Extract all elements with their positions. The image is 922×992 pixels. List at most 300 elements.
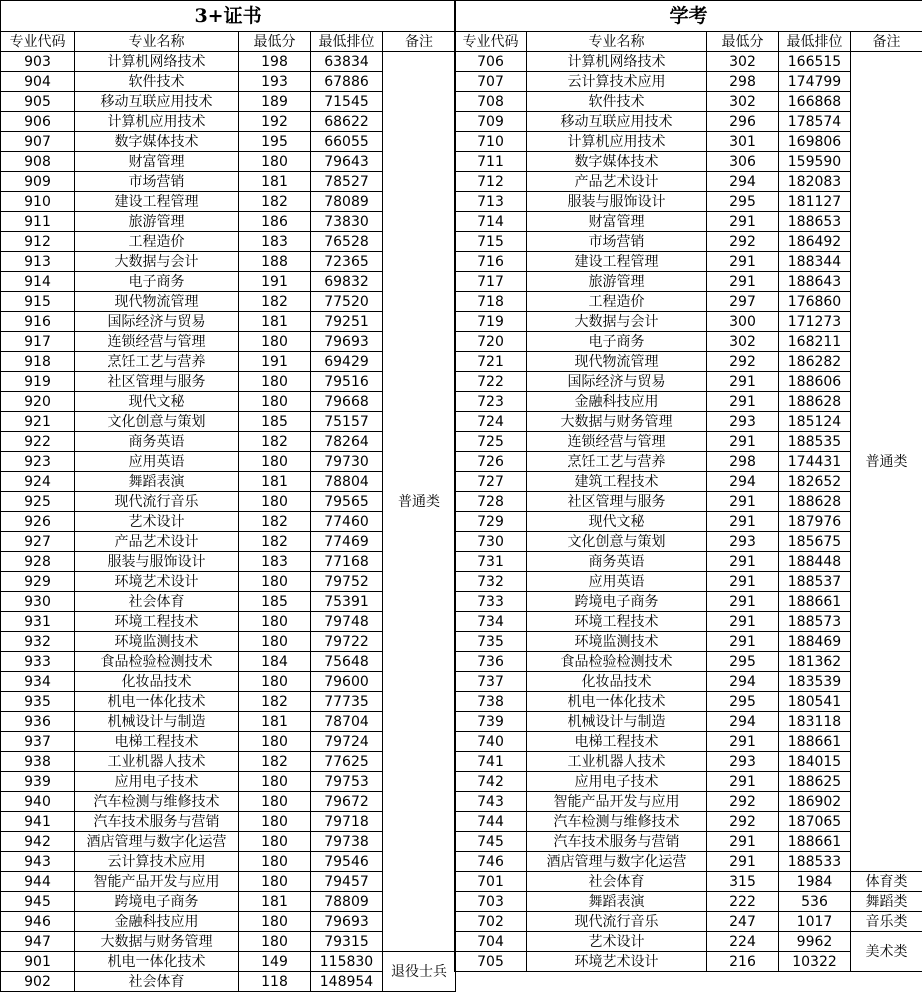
min-rank: 75391 (311, 592, 383, 612)
major-name: 舞蹈表演 (75, 472, 239, 492)
min-score: 293 (707, 412, 779, 432)
min-score: 291 (707, 432, 779, 452)
min-score: 291 (707, 592, 779, 612)
major-name: 文化创意与策划 (527, 532, 707, 552)
major-name: 环境工程技术 (527, 612, 707, 632)
column-header-min-rank: 最低排位 (311, 32, 383, 52)
major-code: 734 (455, 612, 527, 632)
major-code: 921 (1, 412, 75, 432)
major-code: 721 (455, 352, 527, 372)
min-rank: 181127 (779, 192, 851, 212)
min-score: 180 (239, 832, 311, 852)
min-score: 180 (239, 492, 311, 512)
min-rank: 182652 (779, 472, 851, 492)
min-rank: 174799 (779, 72, 851, 92)
min-rank: 77469 (311, 532, 383, 552)
min-rank: 77735 (311, 692, 383, 712)
min-rank: 188661 (779, 732, 851, 752)
major-code: 729 (455, 512, 527, 532)
min-score: 295 (707, 192, 779, 212)
major-code: 713 (455, 192, 527, 212)
major-code: 946 (1, 912, 75, 932)
min-score: 191 (239, 272, 311, 292)
min-rank: 187065 (779, 812, 851, 832)
min-score: 292 (707, 352, 779, 372)
major-name: 软件技术 (75, 72, 239, 92)
min-score: 182 (239, 192, 311, 212)
major-code: 723 (455, 392, 527, 412)
min-score: 193 (239, 72, 311, 92)
note-cell: 普通类 (383, 52, 456, 952)
min-rank: 77520 (311, 292, 383, 312)
major-code: 710 (455, 132, 527, 152)
min-score: 291 (707, 272, 779, 292)
min-score: 306 (707, 152, 779, 172)
major-name: 食品检验检测技术 (75, 652, 239, 672)
major-code: 712 (455, 172, 527, 192)
min-score: 180 (239, 452, 311, 472)
column-header-major: 专业名称 (75, 32, 239, 52)
major-name: 汽车检测与维修技术 (527, 812, 707, 832)
min-score: 291 (707, 212, 779, 232)
major-code: 726 (455, 452, 527, 472)
major-name: 社会体育 (75, 592, 239, 612)
min-score: 181 (239, 892, 311, 912)
min-rank: 78809 (311, 892, 383, 912)
min-score: 188 (239, 252, 311, 272)
min-rank: 188653 (779, 212, 851, 232)
min-score: 291 (707, 732, 779, 752)
note-cell: 音乐类 (851, 912, 922, 932)
major-name: 烹饪工艺与营养 (527, 452, 707, 472)
major-name: 社会体育 (527, 872, 707, 892)
academic-test-table-title: 学考 (455, 1, 922, 32)
min-score: 180 (239, 872, 311, 892)
major-code: 911 (1, 212, 75, 232)
min-score: 182 (239, 292, 311, 312)
min-rank: 181362 (779, 652, 851, 672)
major-code: 733 (455, 592, 527, 612)
major-name: 数字媒体技术 (75, 132, 239, 152)
min-rank: 184015 (779, 752, 851, 772)
major-code: 932 (1, 632, 75, 652)
min-score: 180 (239, 732, 311, 752)
min-rank: 176860 (779, 292, 851, 312)
min-rank: 188643 (779, 272, 851, 292)
major-code: 706 (455, 52, 527, 72)
major-name: 现代文秘 (527, 512, 707, 532)
major-name: 机电一体化技术 (75, 952, 239, 972)
major-code: 704 (455, 932, 527, 952)
major-name: 旅游管理 (75, 212, 239, 232)
min-rank: 187976 (779, 512, 851, 532)
min-score: 184 (239, 652, 311, 672)
min-rank: 188533 (779, 852, 851, 872)
min-score: 294 (707, 172, 779, 192)
major-code: 728 (455, 492, 527, 512)
min-score: 291 (707, 372, 779, 392)
major-name: 社会体育 (75, 972, 239, 992)
major-name: 环境艺术设计 (527, 952, 707, 972)
major-name: 连锁经营与管理 (527, 432, 707, 452)
major-name: 市场营销 (527, 232, 707, 252)
min-rank: 178574 (779, 112, 851, 132)
major-name: 艺术设计 (75, 512, 239, 532)
major-name: 云计算技术应用 (75, 852, 239, 872)
major-code: 730 (455, 532, 527, 552)
major-name: 现代流行音乐 (527, 912, 707, 932)
major-code: 935 (1, 692, 75, 712)
major-name: 软件技术 (527, 92, 707, 112)
min-score: 186 (239, 212, 311, 232)
major-name: 大数据与会计 (527, 312, 707, 332)
major-name: 电梯工程技术 (75, 732, 239, 752)
table-row (1, 52, 456, 72)
major-code: 708 (455, 92, 527, 112)
certificate-table-title: 3+证书 (1, 1, 456, 32)
major-name: 现代物流管理 (75, 292, 239, 312)
min-rank: 9962 (779, 932, 851, 952)
major-code: 925 (1, 492, 75, 512)
min-score: 302 (707, 92, 779, 112)
major-name: 金融科技应用 (527, 392, 707, 412)
min-score: 180 (239, 912, 311, 932)
min-rank: 166515 (779, 52, 851, 72)
min-score: 291 (707, 632, 779, 652)
min-rank: 79251 (311, 312, 383, 332)
min-score: 291 (707, 392, 779, 412)
major-name: 国际经济与贸易 (527, 372, 707, 392)
min-rank: 115830 (311, 952, 383, 972)
min-rank: 1984 (779, 872, 851, 892)
major-code: 947 (1, 932, 75, 952)
major-name: 机械设计与制造 (75, 712, 239, 732)
min-score: 180 (239, 612, 311, 632)
major-code: 930 (1, 592, 75, 612)
min-score: 181 (239, 312, 311, 332)
major-name: 应用英语 (527, 572, 707, 592)
min-rank: 78704 (311, 712, 383, 732)
major-code: 916 (1, 312, 75, 332)
table-row (455, 892, 922, 912)
major-name: 服装与服饰设计 (527, 192, 707, 212)
note-cell: 普通类 (851, 52, 922, 872)
note-cell: 退役士兵 (383, 952, 456, 992)
min-rank: 79693 (311, 912, 383, 932)
note-cell: 美术类 (851, 932, 922, 972)
major-name: 酒店管理与数字化运营 (75, 832, 239, 852)
min-rank: 67886 (311, 72, 383, 92)
major-name: 社区管理与服务 (75, 372, 239, 392)
min-rank: 188573 (779, 612, 851, 632)
major-name: 应用电子技术 (75, 772, 239, 792)
min-rank: 79753 (311, 772, 383, 792)
major-code: 719 (455, 312, 527, 332)
min-rank: 79738 (311, 832, 383, 852)
major-code: 923 (1, 452, 75, 472)
major-name: 云计算技术应用 (527, 72, 707, 92)
major-name: 汽车技术服务与营销 (75, 812, 239, 832)
major-code: 922 (1, 432, 75, 452)
major-code: 707 (455, 72, 527, 92)
major-name: 现代文秘 (75, 392, 239, 412)
major-code: 725 (455, 432, 527, 452)
min-score: 180 (239, 372, 311, 392)
major-name: 工业机器人技术 (75, 752, 239, 772)
min-rank: 79546 (311, 852, 383, 872)
min-rank: 77625 (311, 752, 383, 772)
min-rank: 78089 (311, 192, 383, 212)
min-score: 298 (707, 452, 779, 472)
min-score: 292 (707, 812, 779, 832)
min-score: 183 (239, 552, 311, 572)
min-rank: 79722 (311, 632, 383, 652)
major-code: 903 (1, 52, 75, 72)
major-code: 913 (1, 252, 75, 272)
min-score: 191 (239, 352, 311, 372)
min-score: 180 (239, 852, 311, 872)
min-score: 291 (707, 512, 779, 532)
min-rank: 71545 (311, 92, 383, 112)
min-rank: 79457 (311, 872, 383, 892)
column-header-min-score: 最低分 (707, 32, 779, 52)
min-rank: 73830 (311, 212, 383, 232)
major-code: 919 (1, 372, 75, 392)
major-name: 化妆品技术 (75, 672, 239, 692)
min-rank: 75157 (311, 412, 383, 432)
major-name: 商务英语 (75, 432, 239, 452)
major-name: 跨境电子商务 (527, 592, 707, 612)
min-score: 292 (707, 232, 779, 252)
major-name: 应用电子技术 (527, 772, 707, 792)
major-name: 环境监测技术 (527, 632, 707, 652)
academic-test-column-header-row (455, 32, 922, 52)
min-score: 195 (239, 132, 311, 152)
major-code: 942 (1, 832, 75, 852)
min-score: 183 (239, 232, 311, 252)
min-score: 180 (239, 572, 311, 592)
major-name: 环境艺术设计 (75, 572, 239, 592)
table-row (455, 912, 922, 932)
academic-test-title-row (455, 1, 922, 32)
major-code: 705 (455, 952, 527, 972)
major-code: 917 (1, 332, 75, 352)
min-score: 180 (239, 812, 311, 832)
min-score: 180 (239, 632, 311, 652)
min-rank: 79565 (311, 492, 383, 512)
min-rank: 183118 (779, 712, 851, 732)
note-cell: 舞蹈类 (851, 892, 922, 912)
major-code: 934 (1, 672, 75, 692)
min-rank: 79718 (311, 812, 383, 832)
major-name: 电梯工程技术 (527, 732, 707, 752)
major-code: 720 (455, 332, 527, 352)
min-rank: 188535 (779, 432, 851, 452)
major-code: 914 (1, 272, 75, 292)
major-code: 745 (455, 832, 527, 852)
major-code: 717 (455, 272, 527, 292)
min-score: 315 (707, 872, 779, 892)
major-code: 742 (455, 772, 527, 792)
min-score: 182 (239, 752, 311, 772)
major-code: 928 (1, 552, 75, 572)
major-name: 机电一体化技术 (527, 692, 707, 712)
major-name: 文化创意与策划 (75, 412, 239, 432)
note-cell: 体育类 (851, 872, 922, 892)
min-rank: 183539 (779, 672, 851, 692)
major-name: 应用英语 (75, 452, 239, 472)
min-score: 301 (707, 132, 779, 152)
major-name: 烹饪工艺与营养 (75, 352, 239, 372)
min-score: 296 (707, 112, 779, 132)
major-name: 电子商务 (527, 332, 707, 352)
major-name: 数字媒体技术 (527, 152, 707, 172)
major-code: 940 (1, 792, 75, 812)
column-header-major: 专业名称 (527, 32, 707, 52)
min-score: 291 (707, 832, 779, 852)
min-score: 294 (707, 472, 779, 492)
min-score: 291 (707, 572, 779, 592)
major-name: 跨境电子商务 (75, 892, 239, 912)
min-rank: 79643 (311, 152, 383, 172)
major-name: 财富管理 (527, 212, 707, 232)
min-score: 294 (707, 672, 779, 692)
major-name: 移动互联应用技术 (75, 92, 239, 112)
major-code: 927 (1, 532, 75, 552)
major-code: 715 (455, 232, 527, 252)
major-code: 738 (455, 692, 527, 712)
min-score: 291 (707, 552, 779, 572)
min-score: 291 (707, 852, 779, 872)
major-name: 工程造价 (75, 232, 239, 252)
min-score: 189 (239, 92, 311, 112)
major-name: 大数据与财务管理 (75, 932, 239, 952)
min-rank: 188469 (779, 632, 851, 652)
major-code: 703 (455, 892, 527, 912)
major-name: 汽车技术服务与营销 (527, 832, 707, 852)
major-name: 社区管理与服务 (527, 492, 707, 512)
min-score: 180 (239, 792, 311, 812)
min-rank: 186492 (779, 232, 851, 252)
major-code: 938 (1, 752, 75, 772)
min-rank: 79516 (311, 372, 383, 392)
major-code: 918 (1, 352, 75, 372)
major-name: 商务英语 (527, 552, 707, 572)
major-name: 连锁经营与管理 (75, 332, 239, 352)
min-score: 181 (239, 172, 311, 192)
min-rank: 75648 (311, 652, 383, 672)
major-code: 915 (1, 292, 75, 312)
min-rank: 79672 (311, 792, 383, 812)
min-score: 118 (239, 972, 311, 992)
major-name: 移动互联应用技术 (527, 112, 707, 132)
major-name: 建设工程管理 (527, 252, 707, 272)
major-name: 环境工程技术 (75, 612, 239, 632)
min-rank: 78527 (311, 172, 383, 192)
major-name: 金融科技应用 (75, 912, 239, 932)
major-code: 744 (455, 812, 527, 832)
major-code: 901 (1, 952, 75, 972)
min-score: 181 (239, 712, 311, 732)
min-rank: 188628 (779, 492, 851, 512)
major-name: 计算机网络技术 (527, 52, 707, 72)
min-rank: 79730 (311, 452, 383, 472)
min-rank: 180541 (779, 692, 851, 712)
major-code: 735 (455, 632, 527, 652)
major-code: 902 (1, 972, 75, 992)
major-code: 701 (455, 872, 527, 892)
min-rank: 186282 (779, 352, 851, 372)
min-rank: 166868 (779, 92, 851, 112)
major-name: 旅游管理 (527, 272, 707, 292)
major-code: 739 (455, 712, 527, 732)
major-code: 732 (455, 572, 527, 592)
major-code: 740 (455, 732, 527, 752)
min-rank: 188606 (779, 372, 851, 392)
major-code: 936 (1, 712, 75, 732)
major-code: 929 (1, 572, 75, 592)
major-code: 910 (1, 192, 75, 212)
min-score: 198 (239, 52, 311, 72)
major-name: 机电一体化技术 (75, 692, 239, 712)
major-code: 714 (455, 212, 527, 232)
min-score: 182 (239, 692, 311, 712)
major-name: 计算机应用技术 (527, 132, 707, 152)
min-score: 182 (239, 532, 311, 552)
major-name: 化妆品技术 (527, 672, 707, 692)
column-header-min-score: 最低分 (239, 32, 311, 52)
min-score: 298 (707, 72, 779, 92)
min-score: 180 (239, 152, 311, 172)
major-code: 722 (455, 372, 527, 392)
major-code: 741 (455, 752, 527, 772)
major-name: 智能产品开发与应用 (527, 792, 707, 812)
certificate-table-body (1, 1, 456, 992)
major-name: 电子商务 (75, 272, 239, 292)
major-name: 机械设计与制造 (527, 712, 707, 732)
min-rank: 188537 (779, 572, 851, 592)
min-score: 294 (707, 712, 779, 732)
major-name: 工业机器人技术 (527, 752, 707, 772)
min-score: 222 (707, 892, 779, 912)
min-rank: 68622 (311, 112, 383, 132)
min-score: 192 (239, 112, 311, 132)
major-name: 艺术设计 (527, 932, 707, 952)
min-rank: 188661 (779, 832, 851, 852)
min-score: 291 (707, 772, 779, 792)
min-rank: 78264 (311, 432, 383, 452)
min-rank: 171273 (779, 312, 851, 332)
major-name: 舞蹈表演 (527, 892, 707, 912)
major-code: 737 (455, 672, 527, 692)
min-rank: 77460 (311, 512, 383, 532)
major-code: 912 (1, 232, 75, 252)
major-code: 926 (1, 512, 75, 532)
min-score: 180 (239, 772, 311, 792)
column-header-note: 备注 (383, 32, 456, 52)
major-code: 943 (1, 852, 75, 872)
major-name: 建设工程管理 (75, 192, 239, 212)
min-rank: 66055 (311, 132, 383, 152)
min-rank: 79668 (311, 392, 383, 412)
min-rank: 159590 (779, 152, 851, 172)
min-rank: 1017 (779, 912, 851, 932)
min-rank: 79752 (311, 572, 383, 592)
major-name: 现代流行音乐 (75, 492, 239, 512)
min-rank: 168211 (779, 332, 851, 352)
major-code: 941 (1, 812, 75, 832)
min-rank: 188625 (779, 772, 851, 792)
